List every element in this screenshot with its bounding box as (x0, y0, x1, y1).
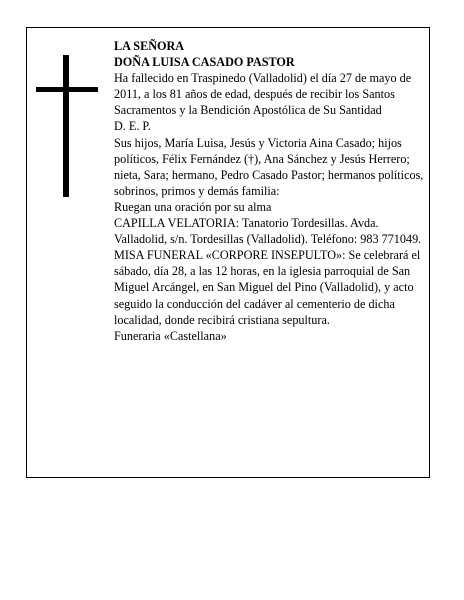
notice-title: LA SEÑORA (114, 39, 185, 53)
funeral-home: Funeraria «Castellana» (114, 328, 227, 343)
rip-line: D. E. P. (114, 119, 151, 134)
family-list: Sus hijos, María Luisa, Jesús y Victoria Aina Casado; hijos políticos, Félix Fernández (†), Ana Sánchez y Jesús Herrero; nieta, Sara; hermano, Pedro Casado Pastor; hermanos políticos, sobrinos, primos y demás familia: (114, 135, 424, 198)
cross-icon (36, 55, 98, 197)
chapel-info: CAPILLA VELATORIA: Tanatorio Tordesillas. Avda. Valladolid, s/n. Tordesillas (Valladolid). Teléfono: 983 771049. (114, 216, 422, 247)
cross-horizontal-bar (36, 87, 98, 92)
prayer-request: Ruegan una oración por su alma (114, 199, 272, 214)
funeral-mass-info: MISA FUNERAL «CORPORE INSEPULTO»: Se celebrará el sábado, día 28, a las 12 horas, en la iglesia parroquial de San Miguel Arcángel, en San Miguel del Pino (Valladolid), y acto seguido la conducción del cadáver al cementerio de dicha localidad, donde recibirá cristiana sepultura. (114, 248, 421, 327)
death-announcement: Ha fallecido en Traspinedo (Valladolid) el día 27 de mayo de 2011, a los 81 años de edad, después de recibir los Santos Sacramentos y la Bendición Apostólica de Su Santidad (114, 71, 412, 118)
deceased-name: DOÑA LUISA CASADO PASTOR (114, 55, 295, 70)
cross-vertical-bar (63, 55, 69, 197)
obituary-text (114, 38, 426, 344)
